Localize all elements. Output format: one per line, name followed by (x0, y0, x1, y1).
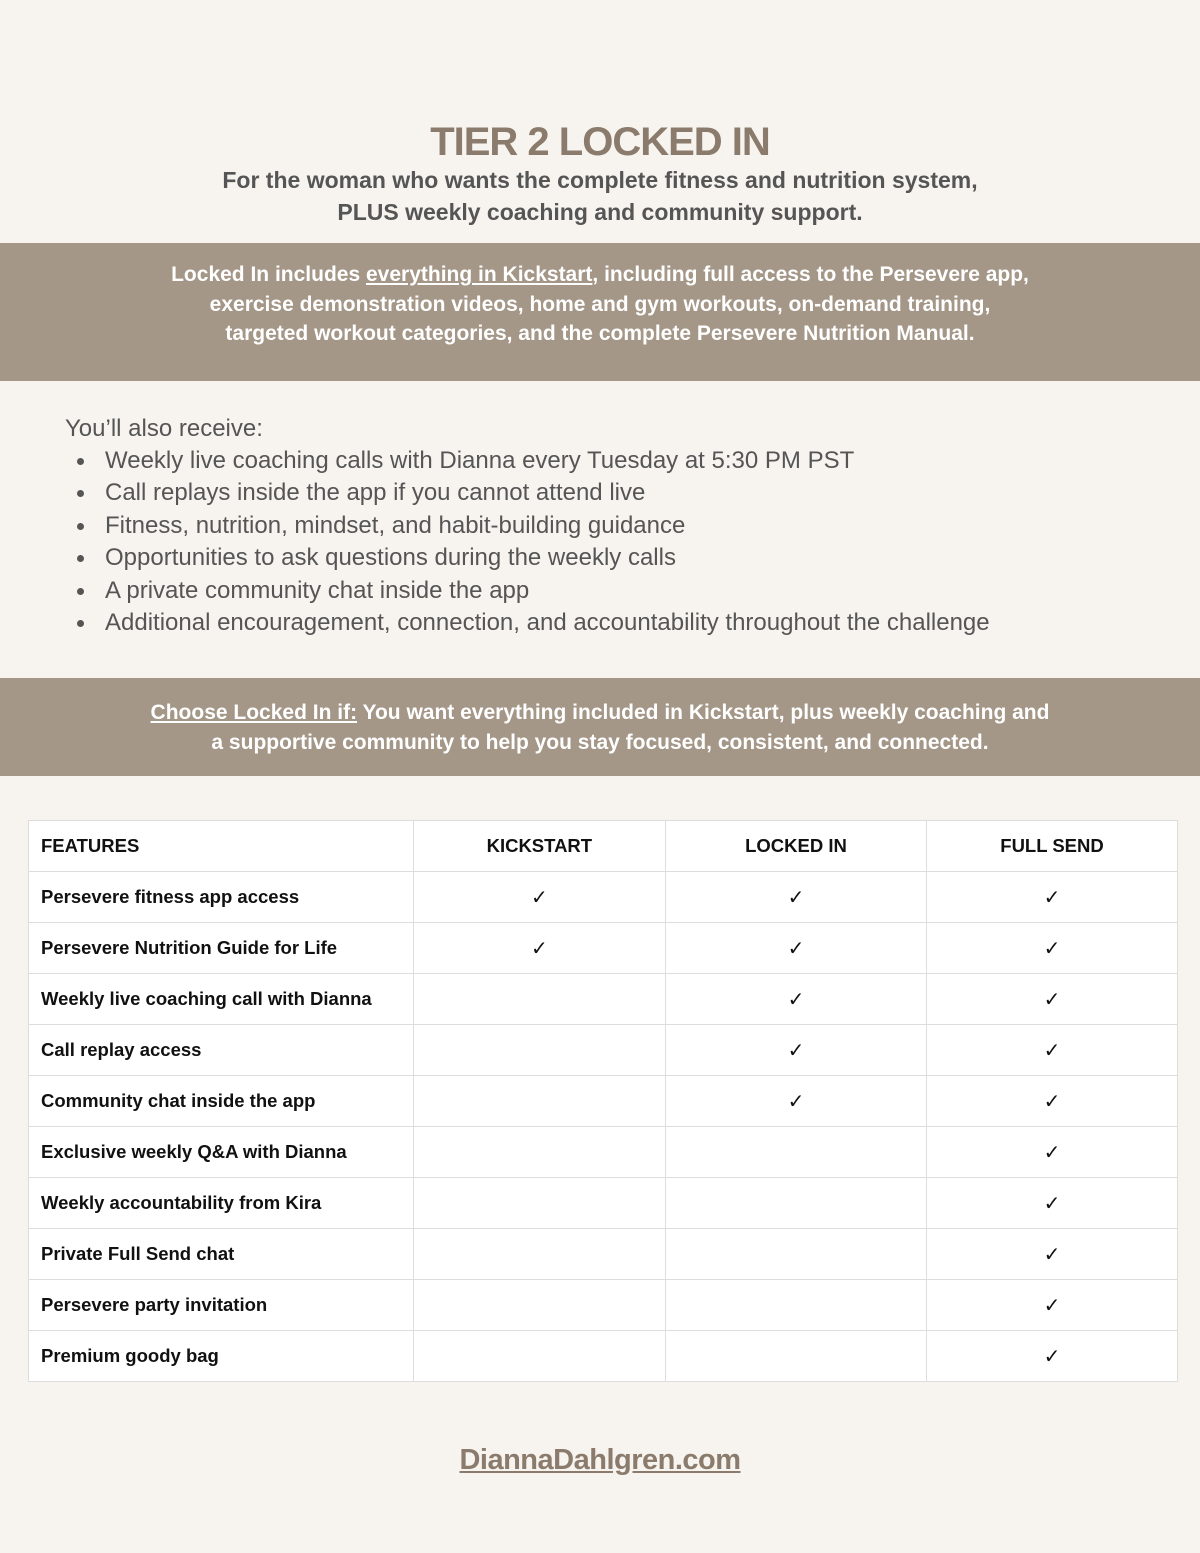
locked-in-cell (665, 1127, 926, 1178)
kickstart-cell (413, 1178, 665, 1229)
list-item (65, 445, 1165, 477)
page-subtitle (0, 164, 1200, 228)
choose-line-2: a supportive community to help you stay focused, consistent, and connected. (211, 730, 989, 754)
receive-intro: You’ll also receive: (65, 415, 263, 442)
full-send-cell: ✓ (927, 872, 1178, 923)
includes-rest: , including full access to the Persevere app, (592, 263, 1029, 286)
list-item-text: Fitness, nutrition, mindset, and habit-building guidance (105, 511, 686, 539)
kickstart-cell (413, 1331, 665, 1382)
includes-line-3: targeted workout categories, and the complete Persevere Nutrition Manual. (225, 322, 975, 345)
full-send-cell: ✓ (927, 1280, 1178, 1331)
list-item-text: Additional encouragement, connection, and accountability throughout the challenge (105, 608, 990, 636)
feature-cell: Weekly live coaching call with Dianna (29, 974, 414, 1025)
table-row (29, 1076, 1178, 1127)
locked-in-cell (665, 1229, 926, 1280)
table-row (29, 1229, 1178, 1280)
feature-cell: Persevere party invitation (29, 1280, 414, 1331)
kickstart-cell: ✓ (413, 923, 665, 974)
page-title: TIER 2 LOCKED IN (430, 120, 770, 164)
feature-cell: Exclusive weekly Q&A with Dianna (29, 1127, 414, 1178)
full-send-cell: ✓ (927, 1025, 1178, 1076)
kickstart-cell (413, 1229, 665, 1280)
full-send-cell: ✓ (927, 1178, 1178, 1229)
choose-label: Choose Locked In if: (150, 701, 358, 724)
locked-in-cell: ✓ (665, 923, 926, 974)
footer (0, 1444, 1200, 1477)
includes-prefix: Locked In includes (171, 263, 366, 286)
bullet-icon (77, 555, 84, 562)
feature-cell: Private Full Send chat (29, 1229, 414, 1280)
receive-section (65, 413, 1165, 639)
locked-in-cell: ✓ (665, 974, 926, 1025)
list-item (65, 477, 1165, 509)
bullet-icon (77, 523, 84, 530)
full-send-cell: ✓ (927, 1076, 1178, 1127)
header-kickstart: KICKSTART (413, 821, 665, 872)
table-row (29, 1025, 1178, 1076)
kickstart-cell (413, 1025, 665, 1076)
locked-in-cell (665, 1280, 926, 1331)
list-item (65, 510, 1165, 542)
kickstart-link[interactable]: everything in Kickstart (366, 263, 593, 286)
subtitle-line-2: PLUS weekly coaching and community support. (337, 199, 863, 225)
feature-cell: Persevere Nutrition Guide for Life (29, 923, 414, 974)
feature-cell: Persevere fitness app access (29, 872, 414, 923)
table-row (29, 1178, 1178, 1229)
features-table (28, 820, 1178, 1382)
locked-in-cell (665, 1331, 926, 1382)
full-send-cell: ✓ (927, 1127, 1178, 1178)
kickstart-cell (413, 1127, 665, 1178)
header-locked-in: LOCKED IN (665, 821, 926, 872)
table-row (29, 1280, 1178, 1331)
list-item-text: Opportunities to ask questions during the weekly calls (105, 544, 676, 572)
table-row (29, 1127, 1178, 1178)
list-item (65, 607, 1165, 639)
feature-cell: Community chat inside the app (29, 1076, 414, 1127)
feature-cell: Weekly accountability from Kira (29, 1178, 414, 1229)
feature-cell: Premium goody bag (29, 1331, 414, 1382)
table-row (29, 872, 1178, 923)
bullet-icon (77, 490, 84, 497)
table-row (29, 923, 1178, 974)
feature-cell: Call replay access (29, 1025, 414, 1076)
header-full-send: FULL SEND (927, 821, 1178, 872)
includes-line-2: exercise demonstration videos, home and gym workouts, on-demand training, (209, 292, 991, 316)
list-item-text: Weekly live coaching calls with Dianna every Tuesday at 5:30 PM PST (105, 447, 855, 474)
list-item-text: Call replays inside the app if you cannot attend live (105, 479, 646, 507)
bullet-icon (77, 588, 84, 595)
list-item-text: A private community chat inside the app (105, 576, 530, 604)
list-item (65, 542, 1165, 574)
full-send-cell: ✓ (927, 923, 1178, 974)
full-send-cell: ✓ (927, 974, 1178, 1025)
bullet-icon (77, 458, 84, 465)
choose-line-1 (0, 698, 1200, 728)
choose-banner (0, 678, 1200, 776)
includes-banner (0, 243, 1200, 381)
kickstart-cell (413, 974, 665, 1025)
bullet-icon (77, 620, 84, 627)
full-send-cell: ✓ (927, 1331, 1178, 1382)
subtitle-line-1: For the woman who wants the complete fitness and nutrition system, (222, 167, 978, 193)
choose-rest: You want everything included in Kickstart, plus weekly coaching and (357, 701, 1050, 724)
receive-list (65, 445, 1165, 639)
table-row (29, 1331, 1178, 1382)
locked-in-cell: ✓ (665, 1076, 926, 1127)
list-item (65, 575, 1165, 607)
includes-line-1 (0, 260, 1200, 290)
locked-in-cell (665, 1178, 926, 1229)
table-header-row (29, 821, 1178, 872)
header-features: FEATURES (29, 821, 414, 872)
locked-in-cell: ✓ (665, 872, 926, 923)
table-row (29, 974, 1178, 1025)
kickstart-cell (413, 1280, 665, 1331)
full-send-cell: ✓ (927, 1229, 1178, 1280)
kickstart-cell (413, 1076, 665, 1127)
kickstart-cell: ✓ (413, 872, 665, 923)
locked-in-cell: ✓ (665, 1025, 926, 1076)
website-link[interactable]: DiannaDahlgren.com (459, 1444, 741, 1476)
